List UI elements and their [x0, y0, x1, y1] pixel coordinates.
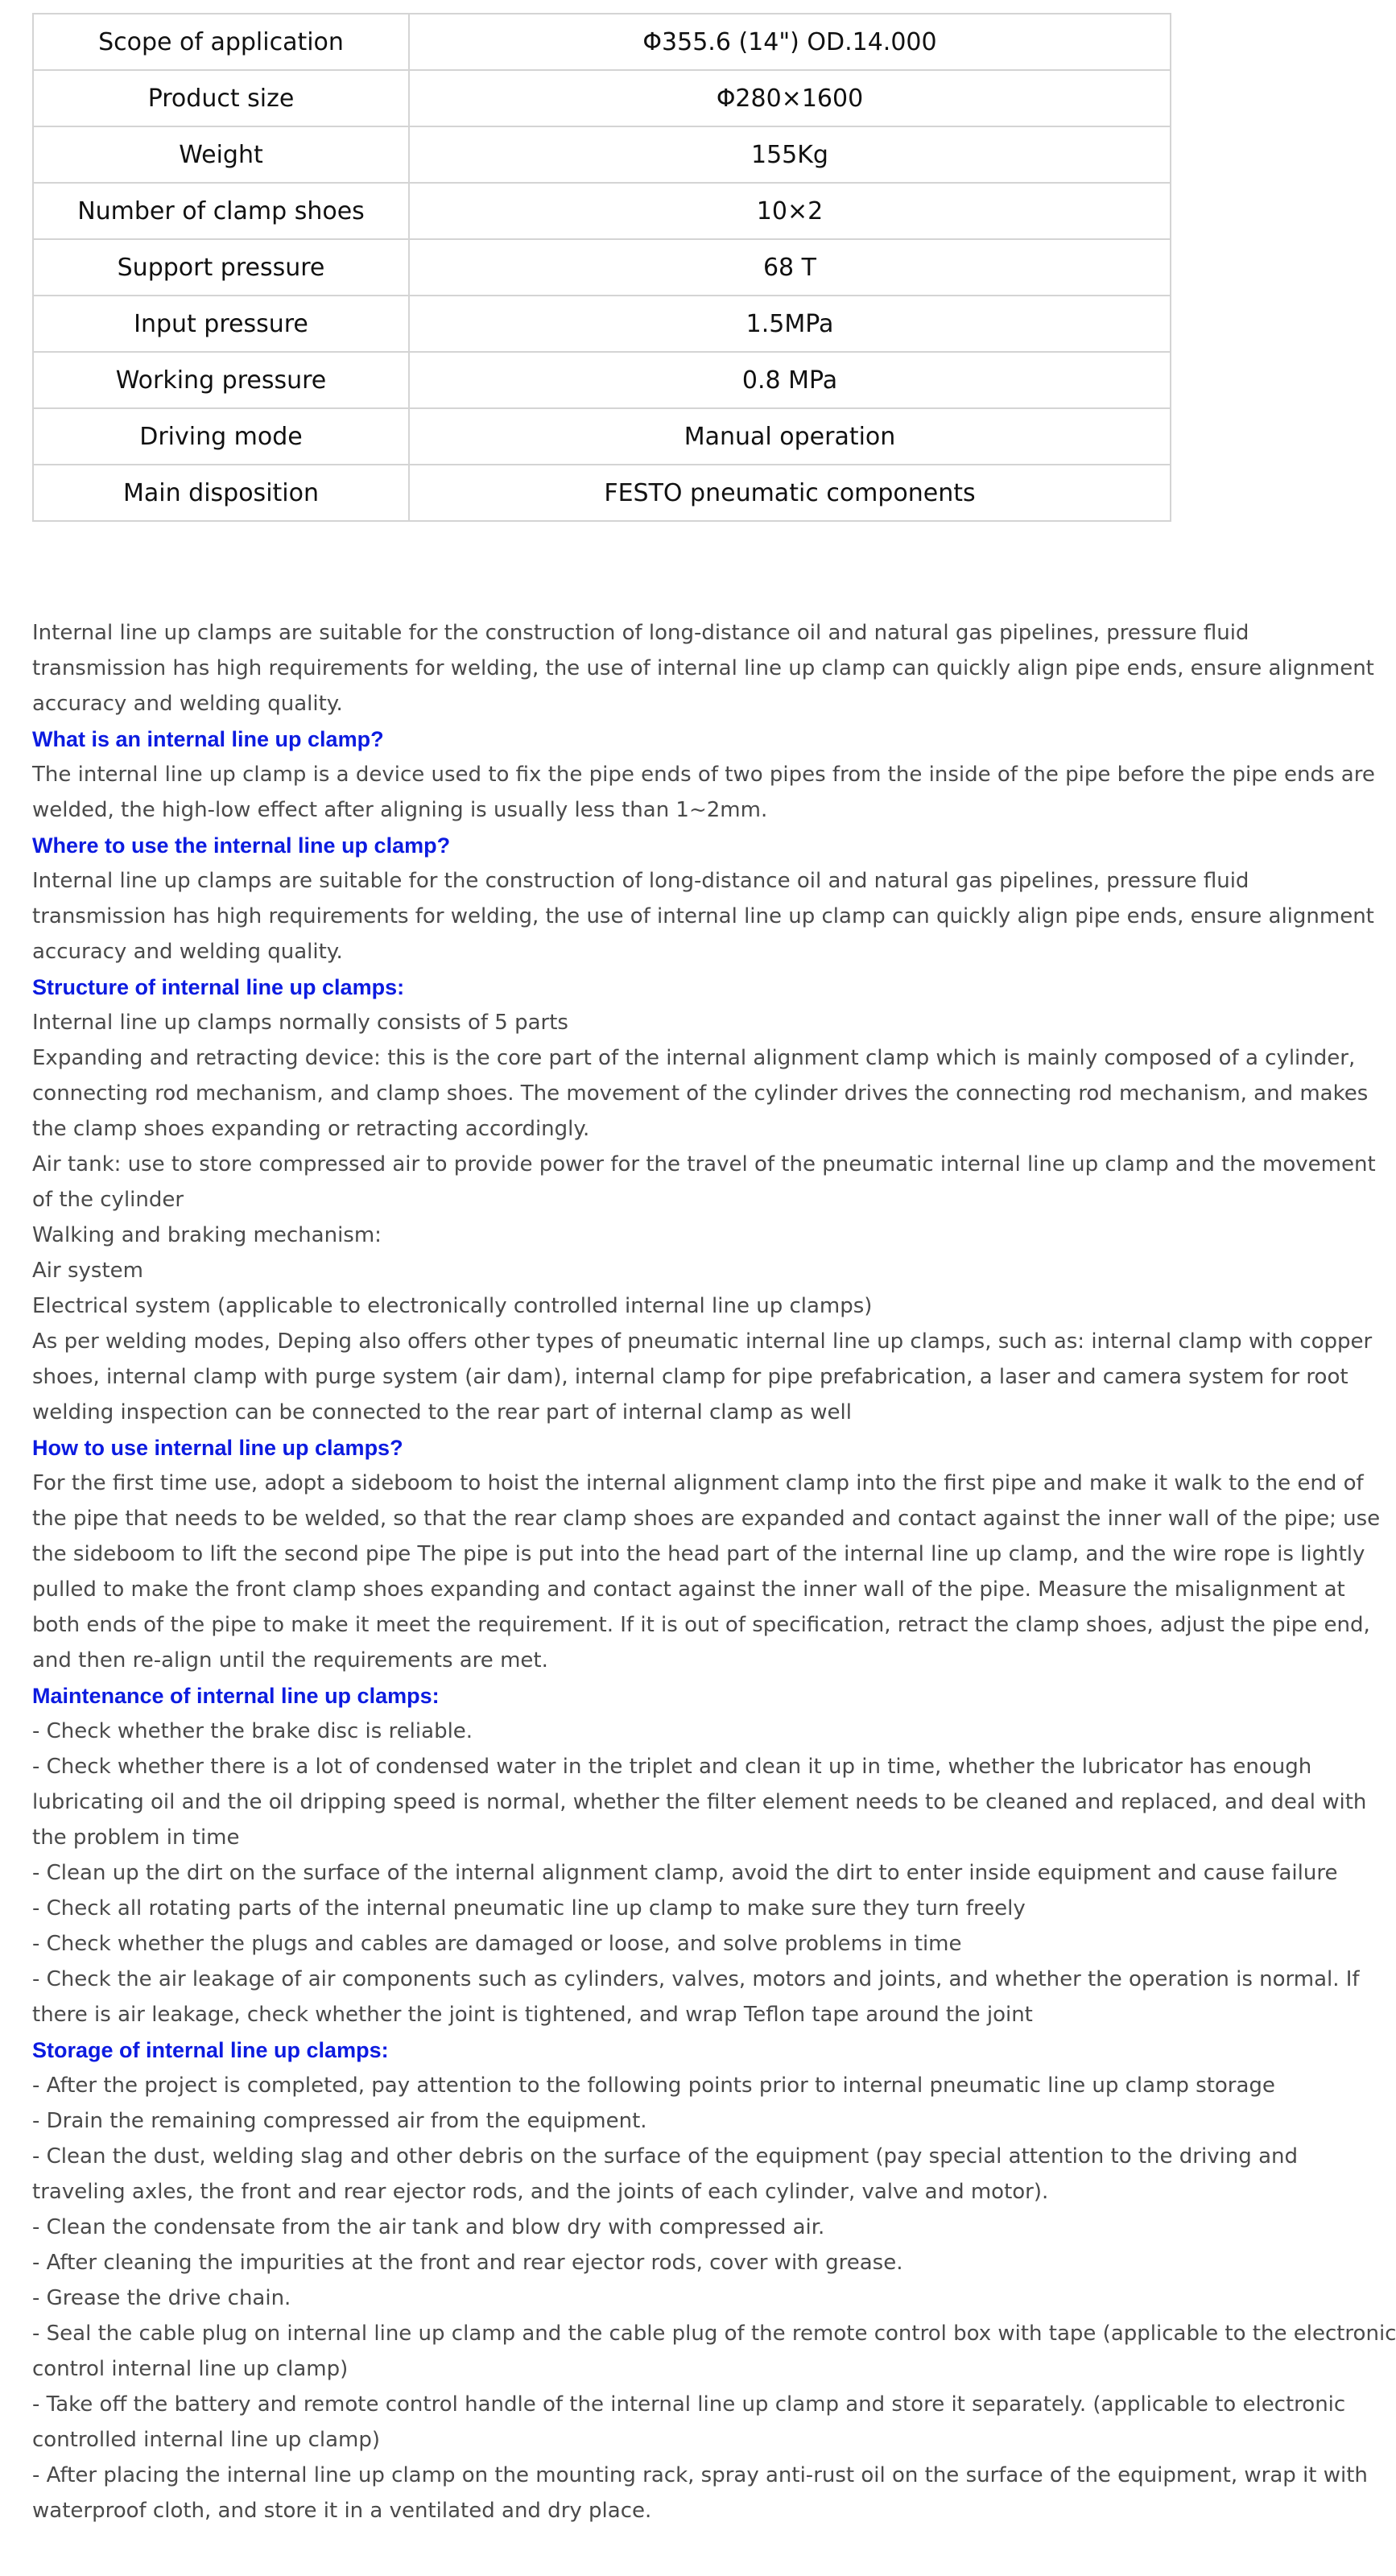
- body-line: controlled internal line up clamp): [32, 2428, 380, 2452]
- body-line: Internal line up clamps normally consists of 5 parts: [32, 1011, 568, 1035]
- spec-label: Scope of application: [33, 14, 409, 70]
- body-line: accuracy and welding quality.: [32, 940, 343, 964]
- spec-value: 0.8 MPa: [409, 352, 1171, 408]
- table-row: [33, 183, 1171, 239]
- table-row: [33, 408, 1171, 465]
- body-line: Internal line up clamps are suitable for the construction of long-distance oil and natural gas pipelines, pressure fluid: [32, 869, 1249, 893]
- section-heading-where: Where to use the internal line up clamp?: [32, 833, 451, 858]
- body-line: - After placing the internal line up clamp on the mounting rack, spray anti-rust oil on the surface of the equipment, wrap it with: [32, 2463, 1368, 2487]
- body-line: - Clean the dust, welding slag and other debris on the surface of the equipment (pay special attention to the driving and: [32, 2144, 1298, 2169]
- table-row: [33, 465, 1171, 521]
- spec-value: Φ280×1600: [409, 70, 1171, 126]
- section-heading-structure: Structure of internal line up clamps:: [32, 975, 405, 999]
- spec-value: FESTO pneumatic components: [409, 465, 1171, 521]
- intro-line: accuracy and welding quality.: [32, 692, 343, 716]
- section-heading-what: What is an internal line up clamp?: [32, 727, 384, 751]
- body-line: the pipe that needs to be welded, so that the rear clamp shoes are expanded and contact against the inner wall of the pipe; use: [32, 1507, 1381, 1531]
- body-line: control internal line up clamp): [32, 2357, 349, 2381]
- table-row: [33, 239, 1171, 296]
- body-line: - Seal the cable plug on internal line up clamp and the cable plug of the remote control box with tape (applicable to the electronic: [32, 2322, 1396, 2346]
- table-row: [33, 352, 1171, 408]
- spec-label: Number of clamp shoes: [33, 183, 409, 239]
- intro-line: Internal line up clamps are suitable for the construction of long-distance oil and natural gas pipelines, pressure fluid: [32, 621, 1249, 645]
- spec-value: 68 T: [409, 239, 1171, 296]
- section-heading-storage: Storage of internal line up clamps:: [32, 2038, 389, 2062]
- body-line: transmission has high requirements for welding, the use of internal line up clamp can quickly align pipe ends, ensure alignment: [32, 904, 1374, 928]
- spec-table: [32, 13, 1171, 522]
- section-heading-maintenance: Maintenance of internal line up clamps:: [32, 1684, 440, 1708]
- body-line: lubricating oil and the oil dripping speed is normal, whether the filter element needs to be cleaned and replaced, and deal with: [32, 1790, 1367, 1814]
- spec-value: 155Kg: [409, 126, 1171, 183]
- body-line: there is air leakage, check whether the joint is tightened, and wrap Teflon tape around the joint: [32, 2003, 1033, 2027]
- body-line: traveling axles, the front and rear ejector rods, and the joints of each cylinder, valve and motor).: [32, 2180, 1049, 2204]
- body-line: - Check whether the brake disc is reliable.: [32, 1719, 473, 1743]
- body-line: - Grease the drive chain.: [32, 2286, 291, 2310]
- body-line: the problem in time: [32, 1826, 240, 1850]
- body-line: waterproof cloth, and store it in a ventilated and dry place.: [32, 2499, 652, 2523]
- body-line: - After cleaning the impurities at the front and rear ejector rods, cover with grease.: [32, 2251, 903, 2275]
- body-line: - Check all rotating parts of the internal pneumatic line up clamp to make sure they turn freely: [32, 1896, 1026, 1921]
- body-line: - Check whether the plugs and cables are damaged or loose, and solve problems in time: [32, 1932, 962, 1956]
- body-line: - Drain the remaining compressed air from the equipment.: [32, 2109, 647, 2133]
- spec-label: Product size: [33, 70, 409, 126]
- body-line: The internal line up clamp is a device used to fix the pipe ends of two pipes from the inside of the pipe before the pipe ends are: [32, 763, 1375, 787]
- body-line: of the cylinder: [32, 1188, 184, 1212]
- spec-value: Manual operation: [409, 408, 1171, 465]
- body-line: the sideboom to lift the second pipe The pipe is put into the head part of the internal line up clamp, and the wire rope is lightly: [32, 1542, 1365, 1566]
- body-line: - Take off the battery and remote control handle of the internal line up clamp and store it separately. (applicable to electronic: [32, 2392, 1346, 2417]
- body-line: Air system: [32, 1259, 143, 1283]
- body-line: - Check the air leakage of air components such as cylinders, valves, motors and joints, and whether the operation is normal. If: [32, 1967, 1360, 1991]
- spec-label: Support pressure: [33, 239, 409, 296]
- spec-value: 10×2: [409, 183, 1171, 239]
- intro-line: transmission has high requirements for welding, the use of internal line up clamp can quickly align pipe ends, ensure alignment: [32, 656, 1374, 680]
- body-line: shoes, internal clamp with purge system (air dam), internal clamp for pipe prefabrication, a laser and camera system for root: [32, 1365, 1349, 1389]
- table-row: [33, 126, 1171, 183]
- spec-label: Main disposition: [33, 465, 409, 521]
- table-row: [33, 70, 1171, 126]
- body-line: As per welding modes, Deping also offers other types of pneumatic internal line up clamps, such as: internal clamp with copper: [32, 1329, 1373, 1354]
- spec-value: Φ355.6 (14") OD.14.000: [409, 14, 1171, 70]
- table-row: [33, 14, 1171, 70]
- spec-label: Weight: [33, 126, 409, 183]
- body-line: the clamp shoes expanding or retracting accordingly.: [32, 1117, 590, 1141]
- body-line: pulled to make the front clamp shoes expanding and contact against the inner wall of the pipe. Measure the misalignment at: [32, 1577, 1345, 1602]
- body-line: Air tank: use to store compressed air to provide power for the travel of the pneumatic internal line up clamp and the movement: [32, 1152, 1376, 1176]
- body-line: - After the project is completed, pay attention to the following points prior to internal pneumatic line up clamp storage: [32, 2074, 1275, 2098]
- article-body: [32, 615, 1396, 2528]
- table-row: [33, 296, 1171, 352]
- body-line: - Clean up the dirt on the surface of the internal alignment clamp, avoid the dirt to enter inside equipment and cause failure: [32, 1861, 1338, 1885]
- body-line: welding inspection can be connected to the rear part of internal clamp as well: [32, 1400, 852, 1424]
- body-line: - Check whether there is a lot of condensed water in the triplet and clean it up in time, whether the lubricator has enough: [32, 1755, 1312, 1779]
- body-line: Walking and braking mechanism:: [32, 1223, 382, 1247]
- body-line: For the first time use, adopt a sideboom to hoist the internal alignment clamp into the first pipe and make it walk to the end of: [32, 1471, 1364, 1495]
- spec-label: Driving mode: [33, 408, 409, 465]
- body-line: Electrical system (applicable to electronically controlled internal line up clamps): [32, 1294, 873, 1318]
- body-line: Expanding and retracting device: this is the core part of the internal alignment clamp which is mainly composed of a cylinder,: [32, 1046, 1356, 1070]
- body-line: both ends of the pipe to make it meet the requirement. If it is out of specification, retract the clamp shoes, adjust the pipe end,: [32, 1613, 1370, 1637]
- body-line: and then re-align until the requirements are met.: [32, 1648, 548, 1673]
- body-line: welded, the high-low effect after aligning is usually less than 1~2mm.: [32, 798, 768, 822]
- body-line: connecting rod mechanism, and clamp shoes. The movement of the cylinder drives the connecting rod mechanism, and makes: [32, 1081, 1369, 1106]
- body-line: - Clean the condensate from the air tank and blow dry with compressed air.: [32, 2215, 825, 2239]
- spec-label: Working pressure: [33, 352, 409, 408]
- spec-label: Input pressure: [33, 296, 409, 352]
- section-heading-how: How to use internal line up clamps?: [32, 1436, 403, 1460]
- spec-value: 1.5MPa: [409, 296, 1171, 352]
